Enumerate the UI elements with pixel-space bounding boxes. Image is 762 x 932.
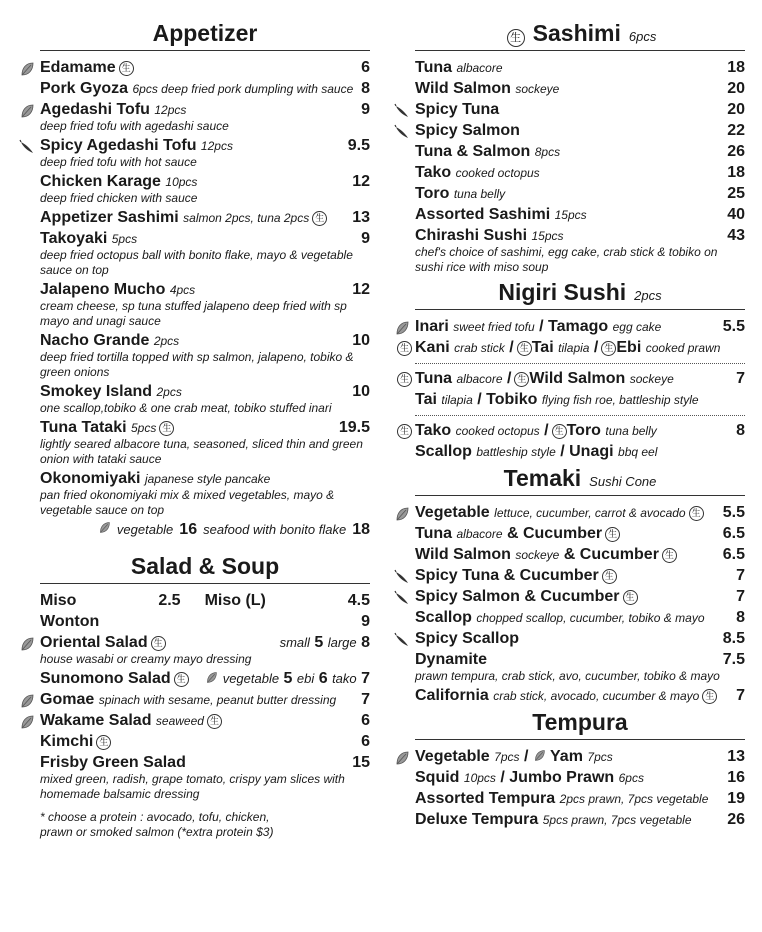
item-name: Agedashi Tofu xyxy=(40,101,150,118)
item-name: Nacho Grande xyxy=(40,332,150,349)
item-name: Tuna Tataki xyxy=(40,419,127,436)
raw-mark-icon: 生 xyxy=(702,689,717,704)
item-note: sockeye xyxy=(515,82,560,96)
sunomono-row xyxy=(40,670,370,688)
raw-mark-icon: 生 xyxy=(397,424,412,439)
sun-tako: tako xyxy=(332,671,357,686)
raw-mark-icon: 生 xyxy=(552,424,567,439)
item-desc: one scallop,tobiko & one crab meat, tobiko stuffed inari xyxy=(40,401,332,415)
oriental-name: Oriental Salad xyxy=(40,634,148,651)
menu-item xyxy=(40,80,370,98)
miso-price: 2.5 xyxy=(158,592,181,609)
yam-name: Yam xyxy=(550,748,583,765)
item-price: 19.5 xyxy=(338,419,370,436)
item-price: 18 xyxy=(727,59,745,76)
tai-name: Tai xyxy=(531,339,554,356)
sashimi-heading: Sashimi xyxy=(532,20,621,46)
item-name: Spicy Scallop xyxy=(415,630,520,647)
squid-price: 16 xyxy=(727,769,745,786)
menu-item xyxy=(415,101,745,119)
item-name: Dynamite xyxy=(415,651,488,668)
item-price: 12 xyxy=(352,281,370,298)
menu-item xyxy=(415,227,745,275)
divider xyxy=(415,363,745,364)
item-note: 12pcs xyxy=(154,103,187,117)
temaki-title xyxy=(415,465,745,496)
raw-mark-icon: 生 xyxy=(689,506,704,521)
protein-footnote: * choose a protein : avocado, tofu, chicken, prawn or smoked salmon (*extra protein $3) xyxy=(40,810,274,839)
tempura-deluxe-row xyxy=(415,811,745,829)
g2-price: 7 xyxy=(736,370,745,387)
sun-veg: vegetable xyxy=(222,671,280,686)
yam-note: 7pcs xyxy=(587,750,613,764)
sashimi-title xyxy=(415,20,745,51)
item-note: tuna belly xyxy=(453,187,506,201)
nigiri-kani-row xyxy=(399,339,745,357)
item-price: 6.5 xyxy=(722,546,745,563)
tuna-note: albacore xyxy=(456,372,503,386)
raw-mark-icon: 生 xyxy=(151,636,166,651)
item-desc: deep fried tofu with hot sauce xyxy=(40,155,197,169)
item-price: 20 xyxy=(727,80,745,97)
tempura-squid-row: Squid 10pcs / Jumbo Prawn 6pcs 16 xyxy=(415,769,745,786)
salad-heading: Salad & Soup xyxy=(130,553,280,579)
item-name: Wild Salmon xyxy=(415,546,511,563)
assorted-name: Assorted Tempura xyxy=(415,790,556,807)
item-note: 15pcs xyxy=(554,208,587,222)
item-note: 12pcs xyxy=(200,139,233,153)
menu-item xyxy=(415,687,745,705)
separator: / xyxy=(560,443,565,460)
veg-option: vegetable xyxy=(116,522,174,537)
leaf-icon xyxy=(394,506,410,522)
left-column xyxy=(40,0,370,840)
menu-item xyxy=(415,206,745,224)
leaf-icon xyxy=(98,521,111,534)
item-name: Smokey Island xyxy=(40,383,153,400)
item-desc: pan fried okonomiyaki mix & mixed vegetables, mayo & vegetable sauce on top xyxy=(40,488,335,517)
tai2-note: tilapia xyxy=(441,393,473,407)
item-note: crab stick, avocado, cucumber & mayo xyxy=(493,689,700,703)
item-note: salmon 2pcs, tuna 2pcs xyxy=(183,211,310,225)
item-price: 25 xyxy=(727,185,745,202)
raw-mark-icon: 生 xyxy=(159,421,174,436)
tuna-name: Tuna xyxy=(415,370,453,387)
item-name: Tuna xyxy=(415,525,453,542)
separator: / xyxy=(477,391,482,408)
frisby-desc: mixed green, radish, grape tomato, crispy yam slices with homemade balsamic dressing xyxy=(40,772,345,801)
item-price: 6.5 xyxy=(722,525,745,542)
menu-item xyxy=(40,332,370,380)
leaf-icon xyxy=(19,636,35,652)
leaf-icon xyxy=(19,714,35,730)
raw-mark-icon: 生 xyxy=(397,341,412,356)
nigiri-scallop-row xyxy=(415,443,745,461)
wsalmon-note: sockeye xyxy=(629,372,674,386)
item-note: cooked octopus xyxy=(455,166,540,180)
item-desc: prawn tempura, crab stick, avo, cucumber, tobiko & mayo xyxy=(415,669,720,683)
item-name: Appetizer Sashimi xyxy=(40,209,179,226)
menu-item xyxy=(415,185,745,203)
raw-mark-icon: 生 xyxy=(312,211,327,226)
gomae-row xyxy=(40,691,370,709)
raw-mark-icon: 生 xyxy=(605,527,620,542)
deluxe-note: 5pcs prawn, 7pcs vegetable xyxy=(542,813,692,827)
nigiri-list xyxy=(399,318,745,461)
nigiri-group-3 xyxy=(399,422,745,440)
divider xyxy=(415,415,745,416)
oriental-large-price: 8 xyxy=(361,634,370,651)
item-note: 6pcs deep fried pork dumpling with sauce xyxy=(132,82,354,96)
item-name: Spicy Tuna & Cucumber xyxy=(415,567,599,584)
item-desc: deep fried tofu with agedashi sauce xyxy=(40,119,229,133)
wonton-row xyxy=(40,613,370,631)
item-extra: & Cucumber xyxy=(506,525,603,542)
raw-mark-icon: 生 xyxy=(602,569,617,584)
appetizer-title xyxy=(40,20,370,51)
item-name: Edamame xyxy=(40,59,116,76)
item-desc: deep fried chicken with sauce xyxy=(40,191,198,205)
scallop-note: battleship style xyxy=(476,445,556,459)
sun-tako-price: 7 xyxy=(361,670,370,687)
separator: / xyxy=(539,318,544,335)
menu-item xyxy=(40,281,370,329)
nigiri-sub: 2pcs xyxy=(634,288,662,303)
ebi-note: cooked prawn xyxy=(645,341,721,355)
deluxe-price: 26 xyxy=(727,811,745,828)
appetizer-list xyxy=(40,59,370,518)
item-note: 4pcs xyxy=(169,283,196,297)
item-name: Toro xyxy=(415,185,450,202)
item-price: 7 xyxy=(736,567,745,584)
oriental-large: large xyxy=(327,635,357,650)
menu-item xyxy=(415,567,745,585)
raw-mark-icon: 生 xyxy=(207,714,222,729)
gomae-price: 7 xyxy=(361,691,370,708)
assorted-price: 19 xyxy=(727,790,745,807)
temaki-list xyxy=(415,504,745,705)
item-name: Spicy Tuna xyxy=(415,101,500,118)
item-price: 22 xyxy=(727,122,745,139)
prawn-note: 6pcs xyxy=(618,771,644,785)
item-price: 12 xyxy=(352,173,370,190)
menu-item xyxy=(415,546,745,564)
tai-note: tilapia xyxy=(558,341,590,355)
leaf-icon xyxy=(19,61,35,77)
item-note: 2pcs xyxy=(153,334,180,348)
wonton-name: Wonton xyxy=(40,613,100,630)
item-name: Spicy Salmon xyxy=(415,122,520,139)
sunomono-name: Sunomono Salad xyxy=(40,670,171,687)
menu-item xyxy=(415,630,745,648)
leaf-icon xyxy=(394,320,410,336)
nigiri-tai-row xyxy=(415,391,745,409)
item-name: Spicy Agedashi Tofu xyxy=(40,137,197,154)
oriental-small-price: 5 xyxy=(314,634,324,651)
item-price: 10 xyxy=(352,383,370,400)
item-name: Jalapeno Mucho xyxy=(40,281,166,298)
tai2-name: Tai xyxy=(415,391,437,408)
kimchi-row xyxy=(40,733,370,751)
raw-mark-icon: 生 xyxy=(601,341,616,356)
miso-l-name: Miso (L) xyxy=(204,592,266,609)
item-price: 8 xyxy=(736,609,745,626)
menu-item xyxy=(415,143,745,161)
gomae-name: Gomae xyxy=(40,691,95,708)
raw-mark-icon: 生 xyxy=(397,372,412,387)
menu-item xyxy=(40,101,370,134)
wakame-row xyxy=(40,712,370,730)
item-note: sockeye xyxy=(515,548,560,562)
nigiri-heading: Nigiri Sushi xyxy=(498,279,627,305)
gomae-note: spinach with sesame, peanut butter dressing xyxy=(98,693,337,707)
item-name: Tuna & Salmon xyxy=(415,143,531,160)
leaf-icon xyxy=(533,749,546,762)
appetizer-heading: Appetizer xyxy=(152,20,258,46)
seafood-price: 18 xyxy=(352,521,370,538)
item-price: 9 xyxy=(361,230,370,247)
item-name: Assorted Sashimi xyxy=(415,206,551,223)
menu-item xyxy=(415,164,745,182)
raw-mark-icon: 生 xyxy=(507,29,525,47)
item-name: Spicy Salmon & Cucumber xyxy=(415,588,620,605)
prawn-name: Jumbo Prawn xyxy=(509,769,615,786)
menu-item xyxy=(40,470,370,518)
veg-price: 16 xyxy=(179,521,198,538)
raw-mark-icon: 生 xyxy=(174,672,189,687)
menu-item xyxy=(415,122,745,140)
tempura-heading: Tempura xyxy=(532,709,628,735)
item-name: Chirashi Sushi xyxy=(415,227,528,244)
item-name: Vegetable xyxy=(415,504,490,521)
wakame-note: seaweed xyxy=(155,714,204,728)
menu-item xyxy=(415,609,745,627)
leaf-icon xyxy=(19,103,35,119)
salad-list xyxy=(40,592,370,840)
item-price: 26 xyxy=(727,143,745,160)
oriental-desc: house wasabi or creamy mayo dressing xyxy=(40,652,252,666)
wonton-price: 9 xyxy=(361,613,370,630)
wakame-name: Wakame Salad xyxy=(40,712,152,729)
item-price: 18 xyxy=(727,164,745,181)
tempura-list xyxy=(415,748,745,829)
sashimi-list xyxy=(415,59,745,275)
unagi-name: Unagi xyxy=(569,443,614,460)
inari-name: Inari xyxy=(415,318,449,335)
nigiri-title xyxy=(415,279,745,310)
unagi-note: bbq eel xyxy=(618,445,658,459)
sun-veg-price: 5 xyxy=(283,670,293,687)
item-note: 5pcs xyxy=(130,421,157,435)
miso-row xyxy=(40,592,370,610)
menu-item xyxy=(40,230,370,278)
item-desc: deep fried octopus ball with bonito flake, mayo & vegetable sauce on top xyxy=(40,248,353,277)
item-note: chopped scallop, cucumber, tobiko & mayo xyxy=(476,611,705,625)
item-note: 10pcs xyxy=(165,175,198,189)
item-desc: chef's choice of sashimi, egg cake, crab stick & tobiko on sushi rice with miso soup xyxy=(415,245,718,274)
chili-pepper-icon xyxy=(394,103,410,119)
frisby-row xyxy=(40,754,370,802)
veg-price: 13 xyxy=(727,748,745,765)
raw-mark-icon: 生 xyxy=(96,735,111,750)
item-price: 43 xyxy=(727,227,745,244)
tako-name: Tako xyxy=(415,422,452,439)
veg-name: Vegetable xyxy=(415,748,490,765)
item-note: albacore xyxy=(456,61,503,75)
tamago-note: egg cake xyxy=(612,320,662,334)
item-price: 40 xyxy=(727,206,745,223)
squid-note: 10pcs xyxy=(463,771,496,785)
chili-pepper-icon xyxy=(394,124,410,140)
sun-ebi: ebi xyxy=(296,671,315,686)
item-price: 9 xyxy=(361,101,370,118)
item-name: Tako xyxy=(415,164,452,181)
item-name: Okonomiyaki xyxy=(40,470,141,487)
separator: / xyxy=(544,422,549,439)
item-note: lettuce, cucumber, carrot & avocado xyxy=(494,506,686,520)
item-price: 13 xyxy=(352,209,370,226)
item-note: 5pcs xyxy=(111,232,138,246)
item-name: Pork Gyoza xyxy=(40,80,129,97)
menu-item xyxy=(40,419,370,467)
separator: / xyxy=(593,339,599,356)
item-price: 20 xyxy=(727,101,745,118)
assorted-note: 2pcs prawn, 7pcs vegetable xyxy=(559,792,709,806)
chili-pepper-icon xyxy=(394,590,410,606)
raw-mark-icon: 生 xyxy=(662,548,677,563)
menu-item xyxy=(40,209,370,227)
tempura-assorted-row xyxy=(415,790,745,808)
nigiri-group-1 xyxy=(415,318,745,336)
item-note: albacore xyxy=(456,527,503,541)
temaki-heading: Temaki xyxy=(503,465,582,491)
item-name: Tuna xyxy=(415,59,453,76)
item-note: 15pcs xyxy=(531,229,564,243)
toro-note: tuna belly xyxy=(605,424,657,438)
item-note: japanese style pancake xyxy=(144,472,271,486)
chili-pepper-icon xyxy=(394,569,410,585)
wsalmon-name: Wild Salmon xyxy=(529,370,626,387)
kani-name: Kani xyxy=(415,339,450,356)
item-name: California xyxy=(415,687,489,704)
separator: / xyxy=(509,339,514,356)
item-note: 2pcs xyxy=(156,385,182,399)
item-name: Chicken Karage xyxy=(40,173,161,190)
item-desc: deep fried tortilla topped with sp salmon, jalapeno, tobiko & green onions xyxy=(40,350,354,379)
okonomiyaki-options xyxy=(40,521,370,539)
item-name: Scallop xyxy=(415,609,472,626)
item-name: Wild Salmon xyxy=(415,80,511,97)
oriental-small: small xyxy=(279,635,310,650)
item-note: 8pcs xyxy=(534,145,561,159)
leaf-icon xyxy=(394,750,410,766)
separator: / xyxy=(506,370,512,387)
veg-note: 7pcs xyxy=(494,750,520,764)
tako-note: cooked octopus xyxy=(455,424,540,438)
g1-price: 5.5 xyxy=(722,318,745,335)
menu-item xyxy=(415,651,745,684)
menu-item xyxy=(415,525,745,543)
raw-mark-icon: 生 xyxy=(119,61,134,76)
chili-pepper-icon xyxy=(394,632,410,648)
frisby-price: 15 xyxy=(352,754,370,771)
menu-item xyxy=(415,588,745,606)
menu-item xyxy=(40,137,370,170)
item-extra: & Cucumber xyxy=(563,546,659,563)
menu-item xyxy=(40,59,370,77)
raw-mark-icon: 生 xyxy=(514,372,529,387)
tobiko-note: flying fish roe, battleship style xyxy=(541,393,699,407)
wakame-price: 6 xyxy=(361,712,370,729)
menu-item xyxy=(40,383,370,416)
menu-item xyxy=(415,59,745,77)
ebi-name: Ebi xyxy=(616,339,642,356)
leaf-icon xyxy=(19,693,35,709)
sashimi-sub: 6pcs xyxy=(628,29,657,44)
seafood-option: seafood with bonito flake xyxy=(203,522,347,537)
item-price: 7 xyxy=(736,687,745,704)
item-price: 7 xyxy=(736,588,745,605)
item-price: 8 xyxy=(361,80,370,97)
item-desc: cream cheese, sp tuna stuffed jalapeno deep fried with sp mayo and unagi sauce xyxy=(40,299,347,328)
squid-name: Squid xyxy=(415,769,460,786)
g3-price: 8 xyxy=(736,422,745,439)
raw-mark-icon: 生 xyxy=(623,590,638,605)
miso-name: Miso xyxy=(40,592,77,609)
item-price: 6 xyxy=(361,59,370,76)
tempura-title xyxy=(415,709,745,740)
menu-item xyxy=(415,80,745,98)
chili-pepper-icon xyxy=(19,139,35,155)
kimchi-name: Kimchi xyxy=(40,733,94,750)
right-column xyxy=(399,0,745,832)
menu-item xyxy=(415,504,745,522)
item-price: 7.5 xyxy=(722,651,745,668)
deluxe-name: Deluxe Tempura xyxy=(415,811,539,828)
tamago-name: Tamago xyxy=(547,318,609,335)
item-name: Takoyaki xyxy=(40,230,108,247)
temaki-sub: Sushi Cone xyxy=(589,474,657,489)
toro-name: Toro xyxy=(566,422,601,439)
kimchi-price: 6 xyxy=(361,733,370,750)
item-price: 8.5 xyxy=(722,630,745,647)
scallop-name: Scallop xyxy=(415,443,472,460)
oriental-row xyxy=(40,634,370,667)
inari-note: sweet fried tofu xyxy=(453,320,535,334)
raw-mark-icon: 生 xyxy=(517,341,532,356)
item-price: 9.5 xyxy=(347,137,370,154)
leaf-icon xyxy=(205,671,218,684)
item-price: 5.5 xyxy=(722,504,745,521)
sun-ebi-price: 6 xyxy=(318,670,328,687)
salad-title xyxy=(40,553,370,584)
item-price: 10 xyxy=(352,332,370,349)
tempura-veg-row: Vegetable 7pcs / Yam 7pcs 13 xyxy=(415,748,745,766)
tobiko-name: Tobiko xyxy=(486,391,538,408)
kani-note: crab stick xyxy=(454,341,505,355)
miso-l-price: 4.5 xyxy=(347,592,370,609)
frisby-name: Frisby Green Salad xyxy=(40,754,186,771)
menu-item xyxy=(40,173,370,206)
nigiri-group-2 xyxy=(399,370,745,388)
item-desc: lightly seared albacore tuna, seasoned, sliced thin and green onion with tataki sauce xyxy=(40,437,363,466)
